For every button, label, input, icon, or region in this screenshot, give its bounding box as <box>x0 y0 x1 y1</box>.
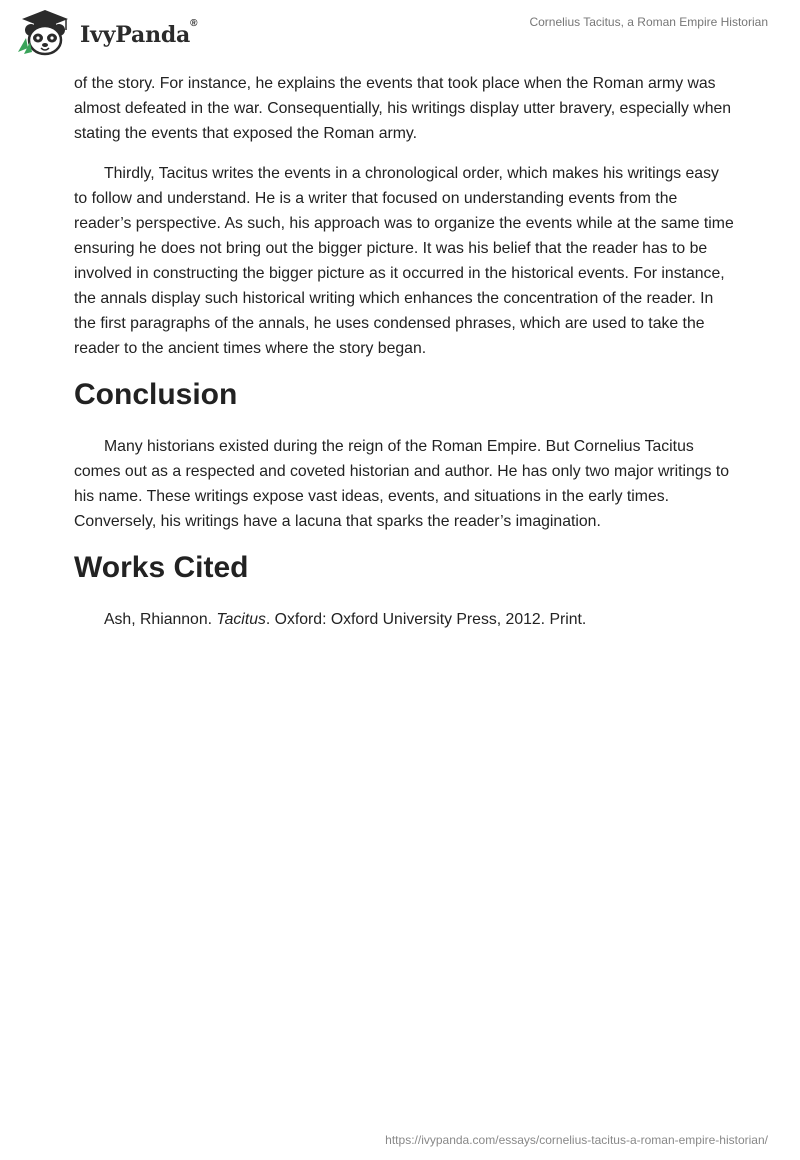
citation-title: Tacitus <box>216 611 266 628</box>
conclusion-paragraph: Many historians existed during the reign of the Roman Empire. But Cornelius Tacitus comes out as a respected and coveted historian and author. He has only two major writings to his name. These writings expose vast ideas, events, and situations in the early times. Conversely, his writings have a lacuna that sparks the reader’s imagination. <box>74 438 730 530</box>
essay-content <box>74 71 734 632</box>
works-cited-heading: Works Cited <box>74 551 249 584</box>
body-paragraph: of the story. For instance, he explains the events that took place when the Roman army was almost defeated in the war. Consequentially, his writings display utter bravery, especially when stating the events that exposed the Roman army. <box>74 75 732 142</box>
logo-wordmark: IvyPanda® <box>80 18 198 48</box>
citation-publication: . Oxford: Oxford University Press, 2012. Print. <box>265 611 587 628</box>
citation-entry <box>74 607 734 632</box>
conclusion-heading: Conclusion <box>74 378 238 411</box>
citation-author: Ash, Rhiannon. <box>104 611 217 628</box>
running-title: Cornelius Tacitus, a Roman Empire Historian <box>529 15 768 29</box>
page-header <box>0 0 800 70</box>
source-url[interactable]: https://ivypanda.com/essays/cornelius-tacitus-a-roman-empire-historian/ <box>385 1133 768 1147</box>
body-paragraph: Thirdly, Tacitus writes the events in a chronological order, which makes his writings easy to follow and understand. He is a writer that focused on understanding events from the reader’s perspective. As such, his approach was to organize the events while at the same time ensuring he does not bring out the bigger picture. It was his belief that the reader has to be involved in constructing the bigger picture as it occurred in the historical events. For instance, the annals display such historical writing which enhances the concentration of the reader. In the first paragraphs of the annals, he uses condensed phrases, which are used to take the reader to the ancient times where the story began. <box>74 165 734 357</box>
panda-graduate-icon <box>14 8 76 58</box>
ivypanda-logo[interactable] <box>14 8 197 58</box>
